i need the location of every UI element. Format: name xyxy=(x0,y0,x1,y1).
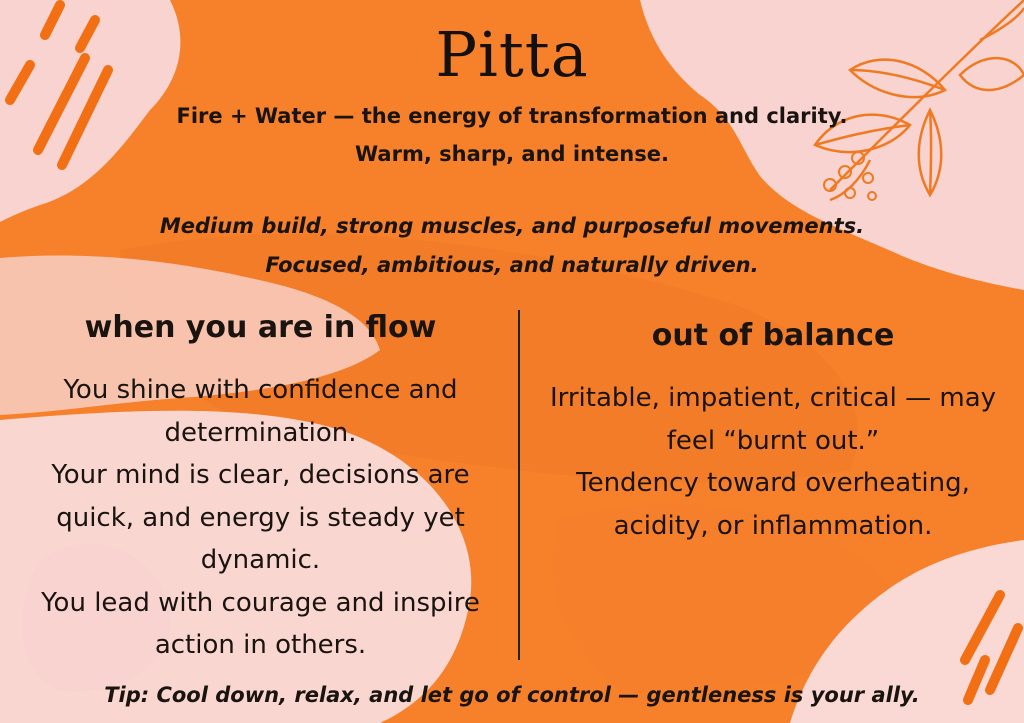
out-of-balance-line: Tendency toward overheating, xyxy=(576,468,970,498)
in-flow-section xyxy=(8,310,513,667)
page-title: Pitta xyxy=(435,18,589,91)
description-build: Medium build, strong muscles, and purposeful movements. xyxy=(159,214,865,238)
tip-text: Tip: Cool down, relax, and let go of control — gentleness is your ally. xyxy=(104,683,920,707)
in-flow-line: dynamic. xyxy=(200,545,321,575)
description-traits: Focused, ambitious, and naturally driven. xyxy=(265,253,759,277)
in-flow-text xyxy=(8,369,513,667)
out-of-balance-line: Irritable, impatient, critical — may xyxy=(549,383,997,413)
in-flow-heading: when you are in flow xyxy=(84,310,437,345)
out-of-balance-line: feel “burnt out.” xyxy=(666,425,880,456)
subtitle-qualities: Warm, sharp, and intense. xyxy=(355,142,669,166)
in-flow-line: You shine with confidence and xyxy=(63,375,458,405)
out-of-balance-heading: out of balance xyxy=(651,318,895,353)
in-flow-line: You lead with courage and inspire xyxy=(41,587,480,618)
in-flow-line: determination. xyxy=(164,417,357,448)
in-flow-line: quick, and energy is steady yet xyxy=(56,502,465,533)
out-of-balance-line: acidity, or inflammation. xyxy=(613,510,933,541)
in-flow-line: action in others. xyxy=(154,630,367,660)
column-divider xyxy=(518,310,520,660)
subtitle-elements: Fire + Water — the energy of transformation and clarity. xyxy=(176,104,848,128)
in-flow-line: Your mind is clear, decisions are xyxy=(51,460,470,490)
out-of-balance-text xyxy=(522,377,1024,547)
out-of-balance-section xyxy=(522,318,1024,547)
